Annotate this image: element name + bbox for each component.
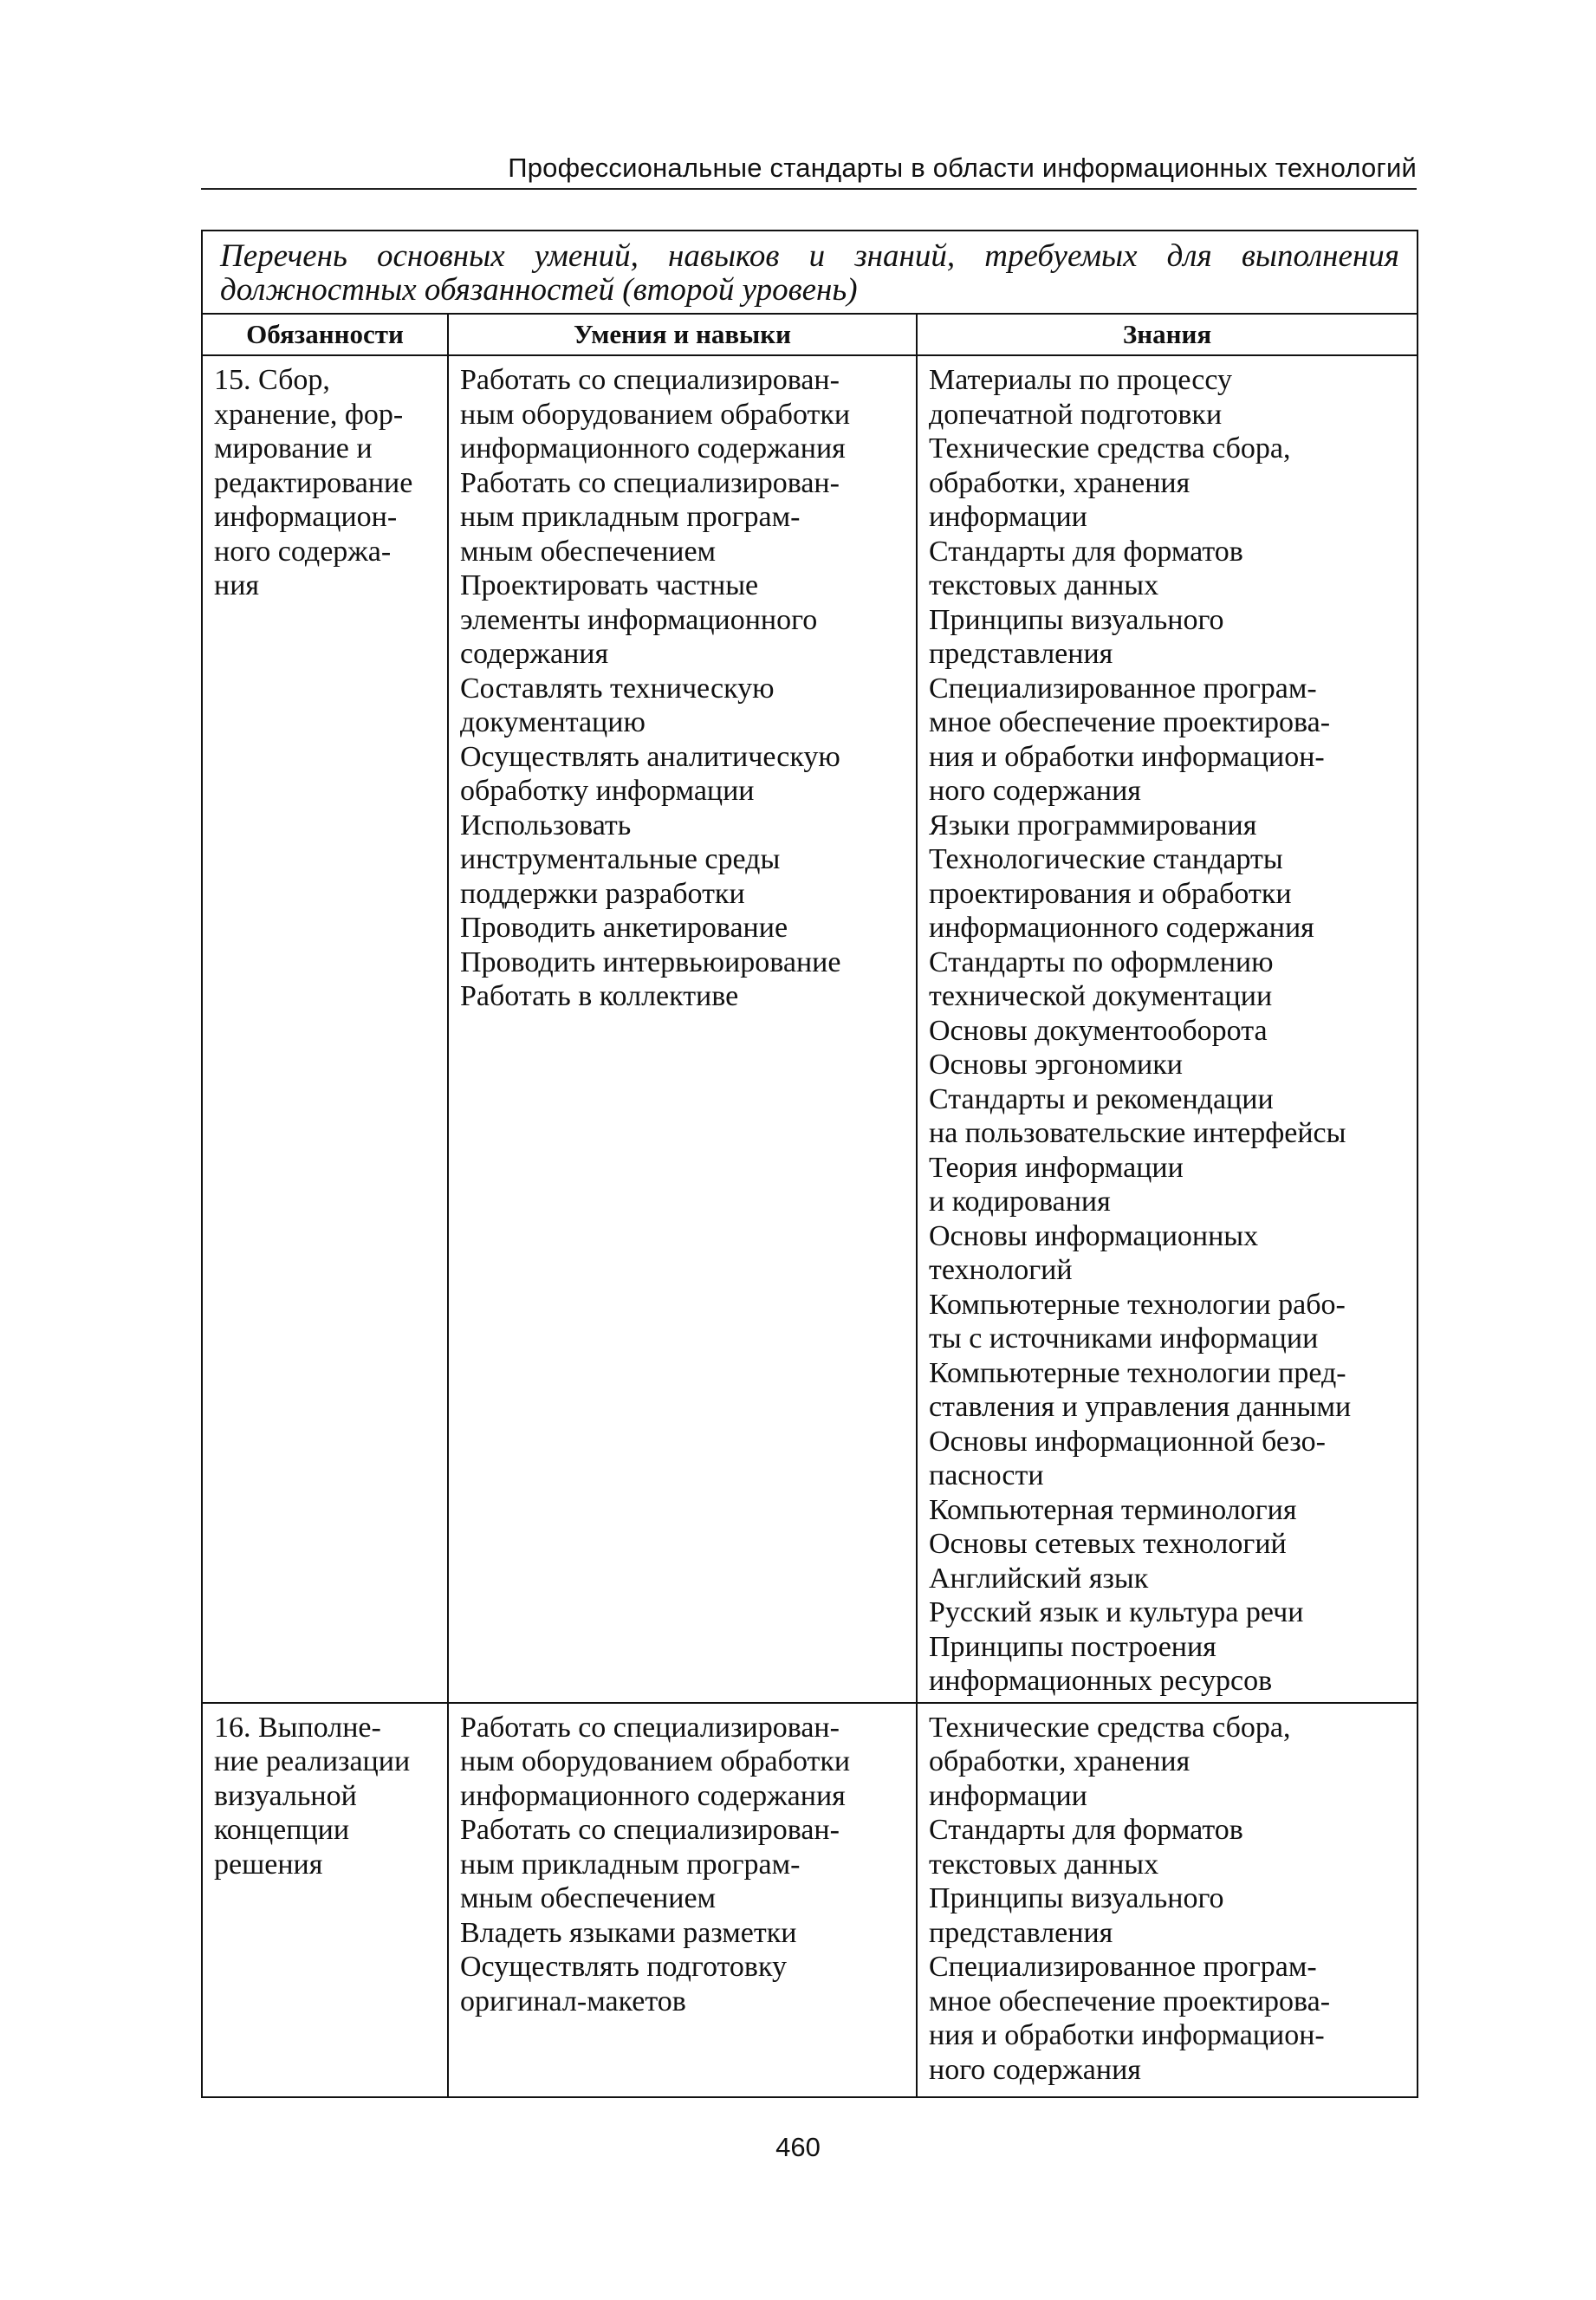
cell-line: ного содержания [929,775,1141,807]
cell-line: ного содержа- [214,535,392,568]
cell-line: инструментальные среды [460,843,781,875]
cell-line: Компьютерные технологии пред- [929,1356,1346,1389]
cell-line: Стандарты для форматов [929,535,1243,568]
knowledge-cell [917,1703,1418,2097]
cell-line: содержания [460,638,609,670]
duty-cell [202,355,448,1703]
cell-line: редактирование [214,466,413,499]
cell-line: представления [929,638,1113,670]
cell-line: ния и обработки информацион- [929,740,1325,773]
cell-line: концепции [214,1814,350,1846]
cell-line: обработки, хранения [929,466,1191,499]
column-header-skills: Умения и навыки [448,314,917,355]
skills-cell [448,1703,917,2097]
cell-line: Проводить анкетирование [460,912,788,944]
cell-line: Языки программирования [929,809,1257,841]
cell-line: ния и обработки информацион- [929,2019,1325,2051]
cell-line: допечатной подготовки [929,398,1223,431]
cell-line: информационных ресурсов [929,1665,1273,1697]
cell-line: Компьютерные технологии рабо- [929,1288,1346,1321]
cell-line: 16. Выполне- [214,1711,381,1744]
cell-line: Использовать [460,809,632,841]
cell-line: документацию [460,706,646,738]
cell-line: Работать со специализирован- [460,364,840,396]
page-number: 460 [775,2132,821,2162]
cell-line: мное обеспечение проектирова- [929,1985,1331,2017]
table-row [202,1703,1418,2097]
cell-line: Основы информационных [929,1219,1259,1252]
cell-line: Осуществлять подготовку [460,1951,788,1983]
cell-line: Принципы визуального [929,603,1224,636]
cell-line: оригинал-макетов [460,1985,686,2017]
cell-line: Теория информации [929,1151,1184,1184]
cell-line: Проектировать частные [460,569,759,601]
cell-line: проектирования и обработки [929,877,1292,910]
cell-line: Английский язык [929,1562,1149,1595]
cell-line: текстовых данных [929,1848,1159,1881]
cell-line: Стандарты для форматов [929,1814,1243,1846]
cell-line: поддержки разработки [460,877,745,910]
cell-line: информационного содержания [460,432,846,465]
cell-line: хранение, фор- [214,398,404,431]
cell-line: текстовых данных [929,569,1159,601]
cell-line: ным прикладным програм- [460,1848,801,1881]
cell-line: ным оборудованием обработки [460,1745,851,1777]
cell-line: Стандарты по оформлению [929,945,1274,978]
cell-line: технологий [929,1254,1073,1286]
cell-line: мирование и [214,432,373,465]
cell-line: решения [214,1848,323,1881]
cell-line: ным оборудованием обработки [460,398,851,431]
cell-line: Основы сетевых технологий [929,1528,1287,1560]
cell-line: информационного содержания [460,1779,846,1812]
column-header-knowledge: Знания [917,314,1418,355]
cell-line: мным обеспечением [460,535,717,568]
cell-line: Русский язык и культура речи [929,1596,1304,1628]
cell-line: Материалы по процессу [929,364,1233,396]
duty-cell [202,1703,448,2097]
cell-line: мное обеспечение проектирова- [929,706,1331,738]
cell-line: представления [929,1916,1113,1949]
cell-line: ты с источниками информации [929,1322,1319,1355]
column-header-duties: Обязанности [202,314,448,355]
skills-cell [448,355,917,1703]
running-head: Профессиональные стандарты в области информационных технологий [508,153,1417,183]
cell-line: Технические средства сбора, [929,1711,1291,1744]
cell-line: Основы документооборота [929,1014,1268,1047]
cell-line: мным обеспечением [460,1882,717,1914]
cell-line: Принципы визуального [929,1882,1224,1914]
cell-line: ния [214,569,260,601]
cell-line: Работать в коллективе [460,980,739,1012]
cell-line: Специализированное програм- [929,672,1317,705]
cell-line: Технологические стандарты [929,843,1283,875]
cell-line: информации [929,1779,1087,1812]
cell-line: пасности [929,1459,1044,1491]
cell-line: на пользовательские интерфейсы [929,1117,1346,1149]
table-row [202,355,1418,1703]
cell-line: обработки, хранения [929,1745,1191,1777]
cell-line: информацион- [214,501,398,533]
cell-line: визуальной [214,1779,357,1812]
cell-line: Проводить интервьюирование [460,945,841,978]
cell-line: ным прикладным програм- [460,501,801,533]
cell-line: Владеть языками разметки [460,1916,797,1949]
cell-line: Технические средства сбора, [929,432,1291,465]
cell-line: элементы информационного [460,603,818,636]
cell-line: Работать со специализирован- [460,1814,840,1846]
cell-line: и кодирования [929,1186,1111,1218]
cell-line: Работать со специализирован- [460,1711,840,1744]
cell-line: Осуществлять аналитическую [460,740,840,773]
cell-line: Стандарты и рекомендации [929,1082,1274,1115]
cell-line: ставления и управления данными [929,1391,1352,1423]
knowledge-cell [917,355,1418,1703]
cell-line: Компьютерная терминология [929,1493,1297,1526]
cell-line: Специализированное програм- [929,1951,1317,1983]
cell-line: технической документации [929,980,1273,1012]
cell-line: Основы эргономики [929,1049,1183,1081]
cell-line: Составлять техническую [460,672,775,705]
cell-line: Работать со специализирован- [460,466,840,499]
cell-line: информации [929,501,1087,533]
cell-line: обработку информации [460,775,755,807]
table-caption: Перечень основных умений, навыков и знаний, требуемых для выполнения должностных обязанностей (второй уровень) [202,231,1418,314]
header-rule [201,188,1417,190]
table-header-row [202,314,1418,355]
cell-line: Принципы построения [929,1630,1216,1663]
table-caption-row [202,231,1418,314]
cell-line: 15. Сбор, [214,364,330,396]
cell-line: ного содержания [929,2053,1141,2086]
cell-line: информационного содержания [929,912,1314,944]
competency-table [201,230,1418,2098]
cell-line: ние реализации [214,1745,411,1777]
cell-line: Основы информационной безо- [929,1425,1326,1458]
